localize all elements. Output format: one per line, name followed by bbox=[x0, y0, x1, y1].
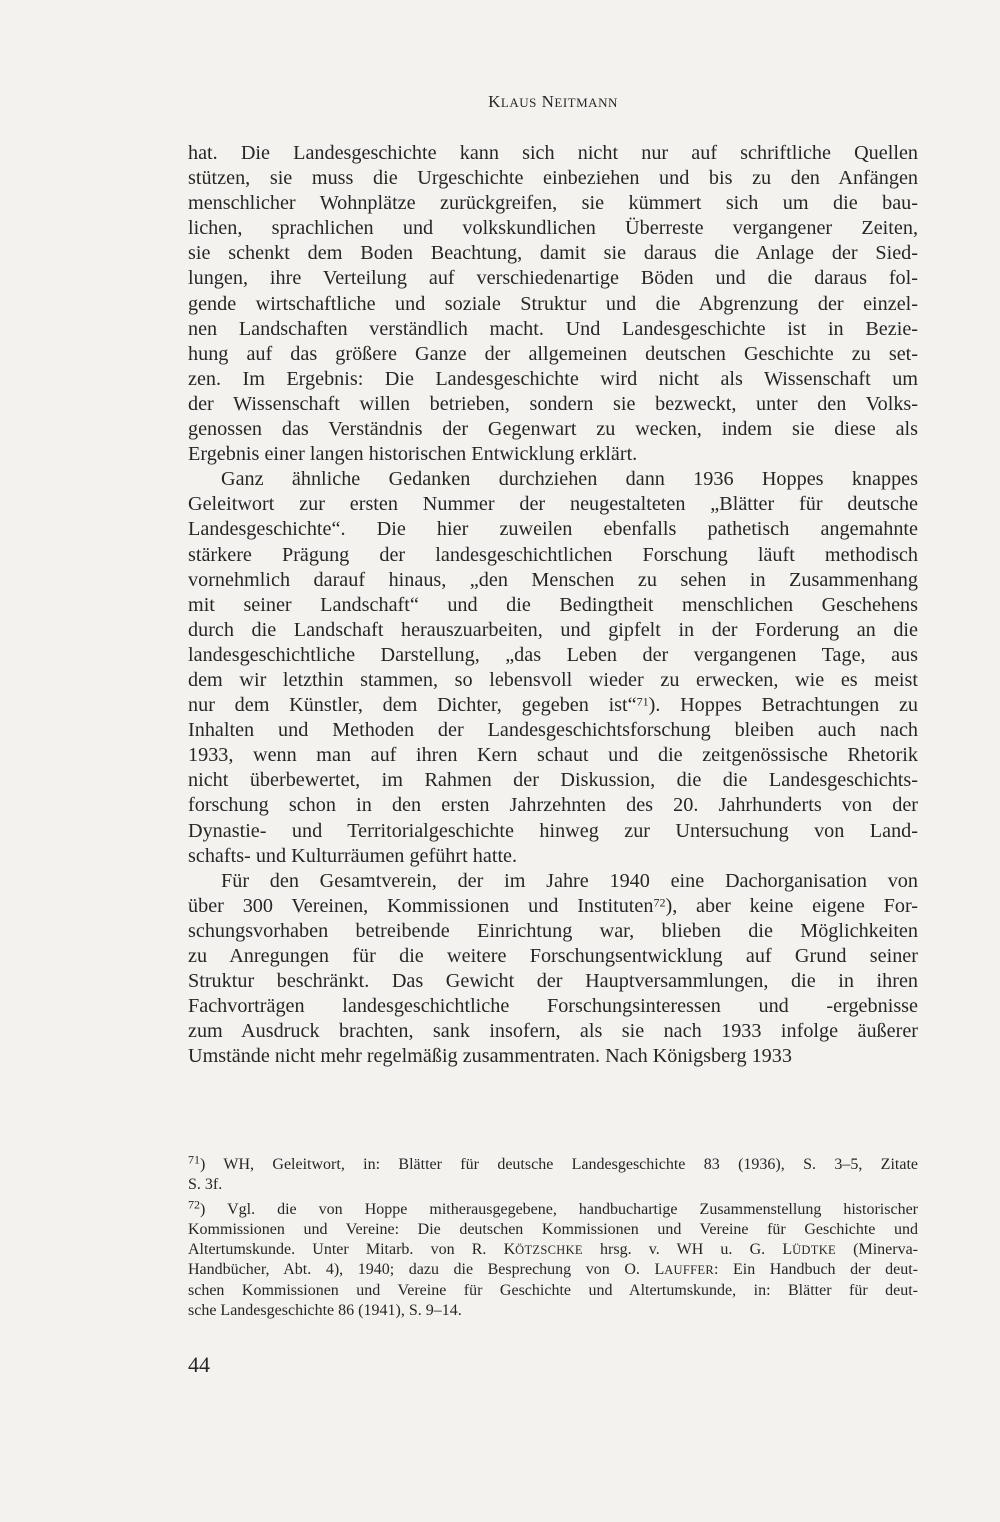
body-line: zu Anregungen für die weitere Forschungsentwicklung auf Grund seiner bbox=[188, 945, 918, 967]
footnote-text: (Minerva- bbox=[835, 1241, 918, 1259]
body-text-fragment: ), aber keine eigene For- bbox=[665, 894, 919, 917]
body-line: Dynastie- und Territorialgeschichte hinweg zur Untersuchung von Land- bbox=[188, 819, 918, 842]
body-line: schafts- und Kulturräumen geführt hatte. bbox=[188, 844, 518, 867]
body-line: hat. Die Landesgeschichte kann sich nicht nur auf schriftliche Quellen bbox=[188, 142, 918, 164]
author-smallcaps: ÖTZSCHKE bbox=[515, 1243, 583, 1258]
footnote-text: Handbücher, Abt. 4), 1940; dazu die Besprechung von O. bbox=[188, 1261, 655, 1279]
footnote-marker-72: 72 bbox=[188, 1197, 200, 1212]
footnote-line: schen Kommissionen und Vereine für Geschichte und Altertumskunde, in: Blätter für deut- bbox=[188, 1281, 918, 1299]
author-initial: K bbox=[503, 1241, 516, 1259]
footnote-line: S. 3f. bbox=[188, 1176, 223, 1194]
body-text-fragment: nur dem Künstler, dem Dichter, gegeben ist“ bbox=[188, 694, 637, 717]
body-line: zum Ausdruck brachten, sank insofern, als sie nach 1933 infolge äußerer bbox=[188, 1020, 918, 1043]
body-line: Fachvorträgen landesgeschichtliche Forschungsinteressen und -ergebnisse bbox=[188, 995, 918, 1018]
body-line: Ganz ähnliche Gedanken durchziehen dann 1936 Hoppes knappes bbox=[221, 468, 918, 491]
footnote-text: hrsg. v. WH u. G. bbox=[582, 1241, 783, 1259]
body-line bbox=[188, 894, 918, 919]
body-line: stärkere Prägung der landesgeschichtlichen Forschung läuft methodisch bbox=[188, 543, 918, 566]
footnote-line: Kommissionen und Vereine: Die deutschen Kommissionen und Vereine für Geschichte und bbox=[188, 1221, 918, 1239]
author-smallcaps: ÜDTKE bbox=[792, 1243, 836, 1258]
body-line: forschung schon in den ersten Jahrzehnten des 20. Jahrhunderts von der bbox=[188, 794, 918, 817]
body-line: dem wir letzthin stammen, so lebensvoll wieder zu erwecken, wie es meist bbox=[188, 668, 918, 691]
body-line: gende wirtschaftliche und soziale Struktur und die Abgrenzung der einzel- bbox=[188, 292, 918, 315]
body-line bbox=[188, 693, 918, 718]
body-line: nicht überbewertet, im Rahmen der Diskussion, die die Landesgeschichts- bbox=[188, 769, 918, 792]
footnote-text: : Ein Handbuch der deut- bbox=[713, 1261, 918, 1279]
body-line: Umstände nicht mehr regelmäßig zusammentraten. Nach Königsberg 1933 bbox=[188, 1045, 792, 1068]
body-line: menschlicher Wohnplätze zurückgreifen, sie kümmert sich um die bau- bbox=[188, 192, 918, 215]
body-line: Für den Gesamtverein, der im Jahre 1940 eine Dachorganisation von bbox=[221, 869, 918, 892]
body-line: nen Landschaften verständlich macht. Und Landesgeschichte ist in Bezie- bbox=[188, 317, 918, 340]
body-line: stützen, sie muss die Urgeschichte einbeziehen und bis zu den Anfängen bbox=[188, 167, 918, 190]
running-head-initial-1: K bbox=[488, 92, 501, 111]
footnote-71 bbox=[188, 1152, 918, 1175]
running-head-initial-2: N bbox=[541, 92, 555, 111]
footnote-line bbox=[188, 1240, 918, 1260]
body-line: lichen, sprachlichen und volkskundlichen Überreste vergangener Zeiten, bbox=[188, 217, 918, 240]
footnote-marker-71: 71 bbox=[188, 1152, 200, 1167]
body-line: lungen, ihre Verteilung auf verschiedenartige Böden und die daraus fol- bbox=[188, 267, 918, 290]
page-number: 44 bbox=[188, 1352, 210, 1377]
running-head bbox=[188, 92, 918, 112]
body-line: Landesgeschichte“. Die hier zuweilen ebenfalls pathetisch angemahnte bbox=[188, 518, 918, 541]
author-initial: L bbox=[782, 1241, 793, 1259]
running-head-smallcaps-2: EITMANN bbox=[554, 95, 618, 110]
footnote-ref-71[interactable]: 71 bbox=[636, 694, 649, 709]
body-line: genossen das Verständnis der Gegenwart zu wecken, indem sie diese als bbox=[188, 418, 918, 441]
body-text-fragment: ). Hoppes Betrachtungen zu bbox=[648, 694, 919, 717]
footnote-line: sche Landesgeschichte 86 (1941), S. 9–14. bbox=[188, 1301, 462, 1319]
body-line: landesgeschichtliche Darstellung, „das Leben der vergangenen Tage, aus bbox=[188, 643, 918, 666]
footnote-text: Altertumskunde. Unter Mitarb. von R. bbox=[188, 1241, 504, 1259]
body-text bbox=[188, 141, 918, 1069]
body-line: sie schenkt dem Boden Beachtung, damit sie daraus die Anlage der Sied- bbox=[188, 242, 918, 265]
body-line: Inhalten und Methoden der Landesgeschichtsforschung bleiben auch nach bbox=[188, 719, 918, 742]
author-smallcaps: AUFFER bbox=[664, 1263, 714, 1278]
running-head-smallcaps-1: LAUS bbox=[500, 95, 537, 110]
body-line: Geleitwort zur ersten Nummer der neugestalteten „Blätter für deutsche bbox=[188, 493, 918, 516]
body-line: Struktur beschränkt. Das Gewicht der Hauptversammlungen, die in ihren bbox=[188, 970, 918, 993]
body-line: vornehmlich darauf hinaus, „den Menschen zu sehen in Zusammenhang bbox=[188, 568, 918, 591]
body-line: zen. Im Ergebnis: Die Landesgeschichte wird nicht als Wissenschaft um bbox=[188, 367, 918, 390]
footnote-text: ) WH, Geleitwort, in: Blätter für deutsche Landesgeschichte 83 (1936), S. 3–5, Zitate bbox=[200, 1156, 918, 1173]
body-text-fragment: über 300 Vereinen, Kommissionen und Instituten bbox=[188, 894, 654, 917]
footnote-72 bbox=[188, 1197, 918, 1220]
body-line: hung auf das größere Ganze der allgemeinen deutschen Geschichte zu set- bbox=[188, 342, 918, 365]
body-line: mit seiner Landschaft“ und die Bedingtheit menschlichen Geschehens bbox=[188, 593, 918, 616]
author-initial: L bbox=[654, 1261, 665, 1279]
footnote-ref-72[interactable]: 72 bbox=[653, 895, 666, 910]
footnote-text: ) Vgl. die von Hoppe mitherausgegebene, handbuchartige Zusammenstellung historischer bbox=[200, 1201, 918, 1219]
footnote-line bbox=[188, 1260, 918, 1280]
body-line: Ergebnis einer langen historischen Entwicklung erklärt. bbox=[188, 443, 638, 466]
body-line: durch die Landschaft herauszuarbeiten, und gipfelt in der Forderung an die bbox=[188, 618, 918, 641]
footnotes bbox=[188, 1152, 918, 1321]
body-line: 1933, wenn man auf ihren Kern schaut und die zeitgenössische Rhetorik bbox=[188, 744, 918, 767]
body-line: schungsvorhaben betreibende Einrichtung war, blieben die Möglichkeiten bbox=[188, 919, 918, 942]
body-line: der Wissenschaft willen betrieben, sondern sie bezweckt, unter den Volks- bbox=[188, 392, 918, 415]
